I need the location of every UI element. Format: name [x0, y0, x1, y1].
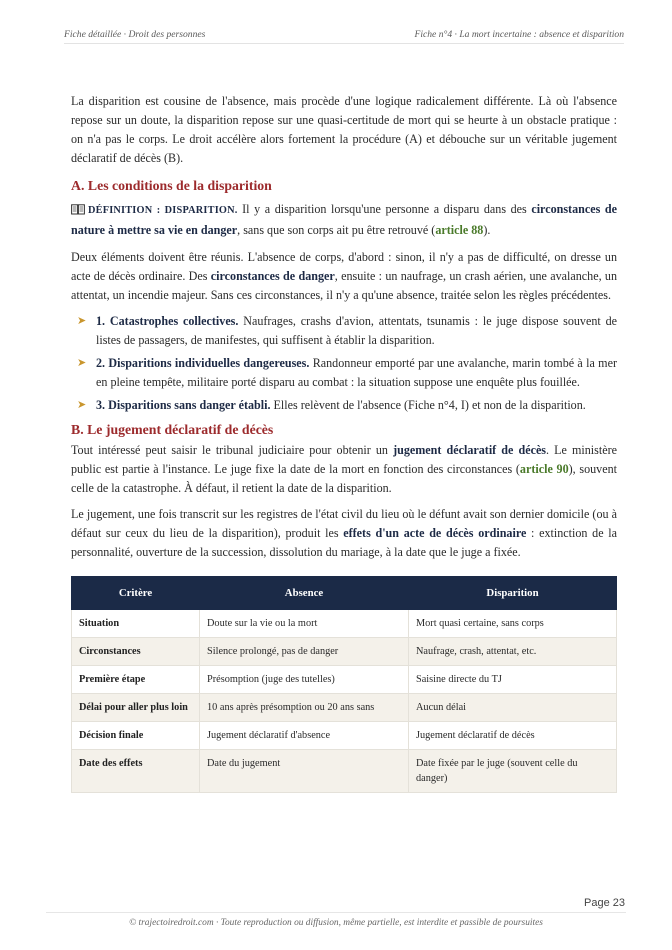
book-icon — [71, 202, 85, 221]
definition-box — [71, 200, 617, 240]
jugement-text-3: ), souvent celle de la catastrophe. À défaut, il retient la date de la disparition. — [71, 462, 617, 495]
jugement-strong: jugement déclaratif de décès — [393, 443, 547, 457]
list-item — [71, 354, 617, 392]
table-header-row — [72, 577, 617, 610]
jugement-text-2: . Le ministère public est partie à l'instance. Le juge fixe la date de la mort en fonction des circonstances ( — [71, 443, 617, 476]
table-row — [72, 722, 617, 750]
jugement-text-1: Tout intéressé peut saisir le tribunal judiciaire pour obtenir un — [71, 443, 394, 457]
page-header — [64, 29, 624, 44]
article-90-ref: article 90 — [519, 462, 569, 476]
list-item-text: Naufrages, crashs d'avion, attentats, tsunamis : le juge dispose souvent de listes de passagers, de manifestes, qui suffisent à établir la disparition. — [96, 314, 617, 347]
arrow-bullet-icon: ➤ — [77, 315, 87, 327]
jugement-paragraph-1 — [71, 441, 617, 498]
table-row — [72, 694, 617, 722]
list-item — [71, 312, 617, 350]
definition-text-1: Il y a disparition lorsqu'une personne a disparu dans des — [237, 202, 532, 216]
header-right: Fiche n°4 · La mort incertaine : absence et disparition — [414, 29, 624, 40]
table-cell-critere: Délai pour aller plus loin — [72, 694, 200, 722]
footer-divider — [46, 912, 626, 913]
page-content — [71, 92, 617, 793]
list-item — [71, 396, 617, 415]
disparition-list — [71, 312, 617, 415]
comparison-table — [71, 576, 617, 793]
table-cell-critere: Circonstances — [72, 638, 200, 666]
definition-text-2: , sans que son corps ait pu être retrouvé ( — [237, 223, 436, 237]
table-cell-critere: Décision finale — [72, 722, 200, 750]
table-cell-disparition: Date fixée par le juge (souvent celle du danger) — [409, 750, 617, 793]
table-row — [72, 666, 617, 694]
section-a-title: A. Les conditions de la disparition — [71, 178, 272, 193]
list-item-text: Elles relèvent de l'absence (Fiche n°4, I) et non de la disparition. — [270, 398, 586, 412]
table-cell-critere: Situation — [72, 610, 200, 638]
header-disparition: Disparition — [409, 577, 617, 610]
table-row — [72, 638, 617, 666]
table-cell-absence: Présomption (juge des tutelles) — [200, 666, 409, 694]
list-item-title: 2. Disparitions individuelles dangereuses. — [96, 356, 310, 370]
table-cell-disparition: Saisine directe du TJ — [409, 666, 617, 694]
table-cell-disparition: Naufrage, crash, attentat, etc. — [409, 638, 617, 666]
header-critere: Critère — [72, 577, 200, 610]
table-cell-absence: Doute sur la vie ou la mort — [200, 610, 409, 638]
table-row — [72, 750, 617, 793]
conditions-strong: circonstances de danger — [210, 269, 335, 283]
table-cell-absence: Date du jugement — [200, 750, 409, 793]
definition-text-3: ). — [483, 223, 491, 237]
table-cell-disparition: Aucun délai — [409, 694, 617, 722]
effets-text-1: Le jugement, une fois transcrit sur les registres de l'état civil du lieu où le défunt avait son dernier domicile (ou à défaut sur ceux du lieu de la disparition), produit les — [71, 507, 617, 540]
table-cell-absence: Silence prolongé, pas de danger — [200, 638, 409, 666]
article-88-ref: article 88 — [435, 223, 484, 237]
definition-strong: circonstances de nature à mettre sa vie en danger — [71, 202, 617, 237]
conditions-paragraph — [71, 248, 617, 305]
list-item-title: 1. Catastrophes collectives. — [96, 314, 239, 328]
conditions-text-1: Deux éléments doivent être réunis. L'absence de corps, d'abord : sinon, il n'y a pas de difficulté, on dresse un acte de décès ordinaire. Des — [71, 250, 617, 283]
table-cell-disparition: Mort quasi certaine, sans corps — [409, 610, 617, 638]
table-cell-disparition: Jugement déclaratif de décès — [409, 722, 617, 750]
table-cell-absence: Jugement déclaratif d'absence — [200, 722, 409, 750]
effets-strong: effets d'un acte de décès ordinaire — [343, 526, 527, 540]
section-b-title: B. Le jugement déclaratif de décès — [71, 422, 274, 437]
table-row — [72, 610, 617, 638]
table-cell-absence: 10 ans après présomption ou 20 ans sans — [200, 694, 409, 722]
list-item-title: 3. Disparitions sans danger établi. — [96, 398, 271, 412]
page-footer: © trajectoiredroit.com · Toute reproduction ou diffusion, même partielle, est interdite et passible de poursuites — [129, 918, 543, 928]
jugement-paragraph-2 — [71, 505, 617, 562]
intro-paragraph: La disparition est cousine de l'absence, mais procède d'une logique radicalement différente. Là où l'absence repose sur un doute, la disparition repose sur une quasi-certitude de mort qui se heurte à un obstacle pratique : on n'a pas le corps. Le droit accélère alors fortement la procédure (A) et débouche sur un véritable jugement déclaratif de décès (B). — [71, 94, 617, 165]
arrow-bullet-icon: ➤ — [77, 357, 87, 369]
table-cell-critere: Première étape — [72, 666, 200, 694]
page-number: Page 23 — [584, 897, 625, 909]
header-absence: Absence — [200, 577, 409, 610]
definition-label: DÉFINITION : DISPARITION. — [88, 205, 238, 216]
table-cell-critere: Date des effets — [72, 750, 200, 793]
arrow-bullet-icon: ➤ — [77, 399, 87, 411]
list-item-text: Randonneur emporté par une avalanche, marin tombé à la mer en pleine tempête, militaire porté disparu au combat : la situation suppose une enquête plus fouillée. — [96, 356, 617, 389]
conditions-text-2: , ensuite : un naufrage, un crash aérien, une avalanche, un attentat, un incendie majeur. Sans ces circonstances, il n'y a qu'une absence, traitée selon les règles précédentes. — [71, 269, 617, 302]
effets-text-2: : extinction de la personnalité, ouverture de la succession, dissolution du mariage, à la date que le juge a fixée. — [71, 526, 617, 559]
header-left: Fiche détaillée · Droit des personnes — [64, 29, 206, 40]
